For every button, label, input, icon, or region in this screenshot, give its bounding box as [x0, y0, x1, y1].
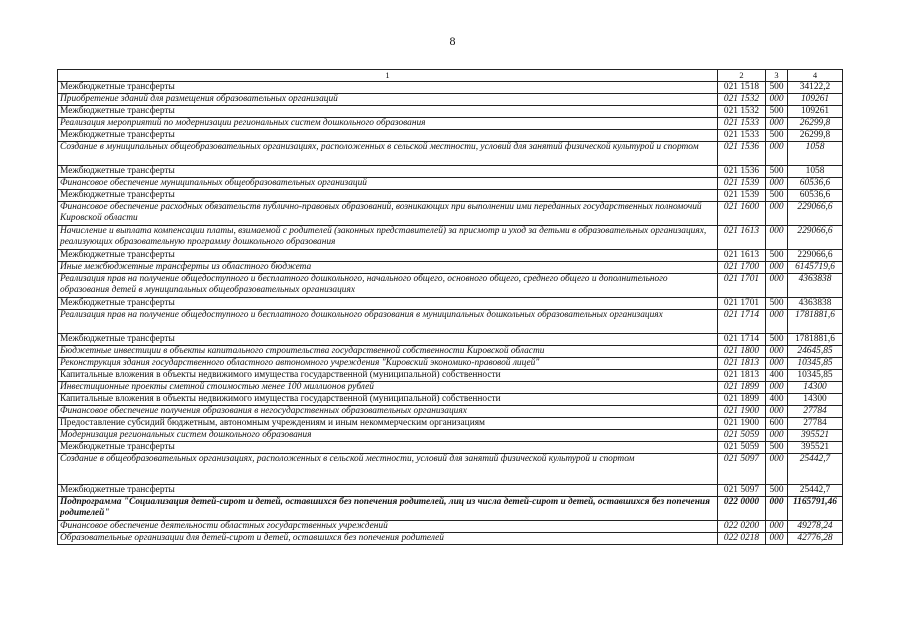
row-amount: 10345,85: [788, 370, 843, 382]
row-amount: 14300: [788, 394, 843, 406]
row-kvr: 000: [766, 226, 788, 250]
header-col-2: 2: [718, 70, 766, 82]
table-row: [58, 190, 843, 202]
row-code: 021 1714: [718, 310, 766, 334]
row-amount: 1058: [788, 142, 843, 166]
row-kvr: 000: [766, 382, 788, 394]
row-code: 021 1533: [718, 130, 766, 142]
row-amount: 395521: [788, 442, 843, 454]
row-amount: 229066,6: [788, 250, 843, 262]
row-code: 022 0218: [718, 533, 766, 545]
row-kvr: 500: [766, 298, 788, 310]
row-kvr: 000: [766, 262, 788, 274]
row-code: 021 5097: [718, 485, 766, 497]
table-row: [58, 454, 843, 485]
row-name: Реконструкция здания государственного областного автономного учреждения "Кировский экономико-правовой лицей": [58, 358, 718, 370]
row-name: Создание в общеобразовательных организациях, расположенных в сельской местности, условий для занятий физической культурой и спортом: [58, 454, 718, 485]
row-name: Создание в муниципальных общеобразовательных организациях, расположенных в сельской местности, условий для занятий физической культурой и спортом: [58, 142, 718, 166]
row-code: 021 1813: [718, 358, 766, 370]
row-amount: 1058: [788, 166, 843, 178]
row-code: 021 1813: [718, 370, 766, 382]
row-kvr: 500: [766, 442, 788, 454]
row-amount: 1165791,46: [788, 497, 843, 521]
row-amount: 60536,6: [788, 178, 843, 190]
row-kvr: 500: [766, 190, 788, 202]
row-kvr: 000: [766, 521, 788, 533]
row-name: Межбюджетные трансферты: [58, 190, 718, 202]
row-kvr: 000: [766, 346, 788, 358]
row-kvr: 400: [766, 394, 788, 406]
page-number: 8: [449, 34, 456, 48]
row-name: Межбюджетные трансферты: [58, 82, 718, 94]
row-amount: 6145719,6: [788, 262, 843, 274]
row-name: Реализация прав на получение общедоступного и бесплатного дошкольного, начального общего, основного общего, среднего общего и дополнительного образования детей в муниципальных общеобразовательных организациях: [58, 274, 718, 298]
row-kvr: 000: [766, 94, 788, 106]
row-code: 021 5059: [718, 430, 766, 442]
table-row: [58, 118, 843, 130]
table-row: [58, 485, 843, 497]
row-name: Финансовое обеспечение муниципальных общеобразовательных организаций: [58, 178, 718, 190]
row-code: 021 1532: [718, 94, 766, 106]
row-amount: 34122,2: [788, 82, 843, 94]
row-name: Финансовое обеспечение деятельности областных государственных учреждений: [58, 521, 718, 533]
table-row: [58, 250, 843, 262]
table-row: [58, 406, 843, 418]
row-amount: 24645,85: [788, 346, 843, 358]
row-code: 021 1900: [718, 406, 766, 418]
row-kvr: 000: [766, 533, 788, 545]
row-amount: 42776,28: [788, 533, 843, 545]
row-name: Межбюджетные трансферты: [58, 298, 718, 310]
row-name: Образовательные организации для детей-сирот и детей, оставшихся без попечения родителей: [58, 533, 718, 545]
row-kvr: 000: [766, 497, 788, 521]
row-name: Подпрограмма "Социализация детей-сирот и детей, оставшихся без попечения родителей, лиц из числа детей-сирот и детей, оставшихся без попечения родителей": [58, 497, 718, 521]
row-name: Начисление и выплата компенсации платы, взимаемой с родителей (законных представителей) за присмотр и уход за детьми в образовательных организациях, реализующих образовательную программу дошкольного образования: [58, 226, 718, 250]
row-kvr: 000: [766, 310, 788, 334]
row-code: 021 1613: [718, 250, 766, 262]
row-code: 021 1613: [718, 226, 766, 250]
row-amount: 4363838: [788, 274, 843, 298]
table-row: [58, 142, 843, 166]
row-name: Инвестиционные проекты сметной стоимостью менее 100 миллионов рублей: [58, 382, 718, 394]
row-amount: 229066,6: [788, 226, 843, 250]
table-row: [58, 358, 843, 370]
row-amount: 27784: [788, 418, 843, 430]
row-kvr: 000: [766, 142, 788, 166]
table-row: [58, 262, 843, 274]
header-col-3: 3: [766, 70, 788, 82]
table-row: [58, 370, 843, 382]
row-kvr: 500: [766, 250, 788, 262]
header-col-1: 1: [58, 70, 718, 82]
row-code: 022 0000: [718, 497, 766, 521]
row-code: 021 1899: [718, 394, 766, 406]
row-name: Межбюджетные трансферты: [58, 130, 718, 142]
row-amount: 25442,7: [788, 485, 843, 497]
table-row: [58, 94, 843, 106]
row-code: 021 5059: [718, 442, 766, 454]
table-row: [58, 202, 843, 226]
row-kvr: 500: [766, 130, 788, 142]
table-row: [58, 82, 843, 94]
table-row: [58, 130, 843, 142]
row-kvr: 500: [766, 82, 788, 94]
row-code: 021 1714: [718, 334, 766, 346]
table-row: [58, 430, 843, 442]
row-kvr: 500: [766, 106, 788, 118]
row-name: Финансовое обеспечение расходных обязательств публично-правовых образований, возникающих при выполнении ими переданных государственных полномочий Кировской области: [58, 202, 718, 226]
table-row: [58, 442, 843, 454]
table-row: [58, 166, 843, 178]
budget-table: [57, 69, 843, 545]
table-row: [58, 334, 843, 346]
row-name: Бюджетные инвестиции в объекты капитального строительства государственной собственности Кировской области: [58, 346, 718, 358]
row-amount: 10345,85: [788, 358, 843, 370]
row-name: Модернизация региональных систем дошкольного образования: [58, 430, 718, 442]
table-row: [58, 382, 843, 394]
row-kvr: 000: [766, 406, 788, 418]
table-row: [58, 226, 843, 250]
row-kvr: 000: [766, 118, 788, 130]
row-code: 021 1533: [718, 118, 766, 130]
row-name: Предоставление субсидий бюджетным, автономным учреждениям и иным некоммерческим организациям: [58, 418, 718, 430]
row-amount: 1781881,6: [788, 310, 843, 334]
row-code: 021 1700: [718, 262, 766, 274]
row-code: 021 1518: [718, 82, 766, 94]
row-name: Межбюджетные трансферты: [58, 485, 718, 497]
table-row: [58, 533, 843, 545]
row-code: 021 5097: [718, 454, 766, 485]
row-kvr: 000: [766, 202, 788, 226]
table-row: [58, 178, 843, 190]
row-name: Капитальные вложения в объекты недвижимого имущества государственной (муниципальной) собственности: [58, 370, 718, 382]
row-code: 021 1899: [718, 382, 766, 394]
row-name: Реализация прав на получение общедоступного и бесплатного дошкольного образования в муниципальных дошкольных образовательных организациях: [58, 310, 718, 334]
row-name: Межбюджетные трансферты: [58, 106, 718, 118]
table-row: [58, 346, 843, 358]
row-kvr: 500: [766, 334, 788, 346]
row-amount: 27784: [788, 406, 843, 418]
row-amount: 14300: [788, 382, 843, 394]
row-amount: 49278,24: [788, 521, 843, 533]
row-amount: 60536,6: [788, 190, 843, 202]
row-code: 021 1539: [718, 178, 766, 190]
row-name: Приобретение зданий для размещения образовательных организаций: [58, 94, 718, 106]
table-row: [58, 521, 843, 533]
row-amount: 229066,6: [788, 202, 843, 226]
table-body: [58, 70, 843, 545]
row-name: Межбюджетные трансферты: [58, 334, 718, 346]
row-amount: 4363838: [788, 298, 843, 310]
table-row: [58, 298, 843, 310]
row-code: 022 0200: [718, 521, 766, 533]
row-kvr: 000: [766, 358, 788, 370]
row-code: 021 1532: [718, 106, 766, 118]
row-code: 021 1536: [718, 142, 766, 166]
row-kvr: 000: [766, 274, 788, 298]
row-code: 021 1701: [718, 274, 766, 298]
table-row: [58, 394, 843, 406]
row-code: 021 1800: [718, 346, 766, 358]
table-row: [58, 106, 843, 118]
row-name: Межбюджетные трансферты: [58, 442, 718, 454]
row-name: Реализация мероприятий по модернизации региональных систем дошкольного образования: [58, 118, 718, 130]
row-code: 021 1536: [718, 166, 766, 178]
row-kvr: 000: [766, 178, 788, 190]
row-name: Капитальные вложения в объекты недвижимого имущества государственной (муниципальной) собственности: [58, 394, 718, 406]
row-name: Межбюджетные трансферты: [58, 166, 718, 178]
table-row: [58, 274, 843, 298]
row-name: Межбюджетные трансферты: [58, 250, 718, 262]
row-kvr: 500: [766, 166, 788, 178]
row-code: 021 1701: [718, 298, 766, 310]
row-code: 021 1900: [718, 418, 766, 430]
row-amount: 25442,7: [788, 454, 843, 485]
row-kvr: 500: [766, 485, 788, 497]
row-amount: 395521: [788, 430, 843, 442]
row-code: 021 1600: [718, 202, 766, 226]
row-name: Иные межбюджетные трансферты из областного бюджета: [58, 262, 718, 274]
row-code: 021 1539: [718, 190, 766, 202]
row-kvr: 400: [766, 370, 788, 382]
row-amount: 26299,8: [788, 130, 843, 142]
row-kvr: 000: [766, 454, 788, 485]
row-amount: 109261: [788, 94, 843, 106]
row-amount: 26299,8: [788, 118, 843, 130]
table-row: [58, 497, 843, 521]
row-amount: 109261: [788, 106, 843, 118]
row-name: Финансовое обеспечение получения образования в негосударственных образовательных организациях: [58, 406, 718, 418]
table-row: [58, 310, 843, 334]
table-row: [58, 418, 843, 430]
table-header-row: [58, 70, 843, 82]
row-amount: 1781881,6: [788, 334, 843, 346]
header-col-4: 4: [788, 70, 843, 82]
row-kvr: 000: [766, 430, 788, 442]
row-kvr: 600: [766, 418, 788, 430]
